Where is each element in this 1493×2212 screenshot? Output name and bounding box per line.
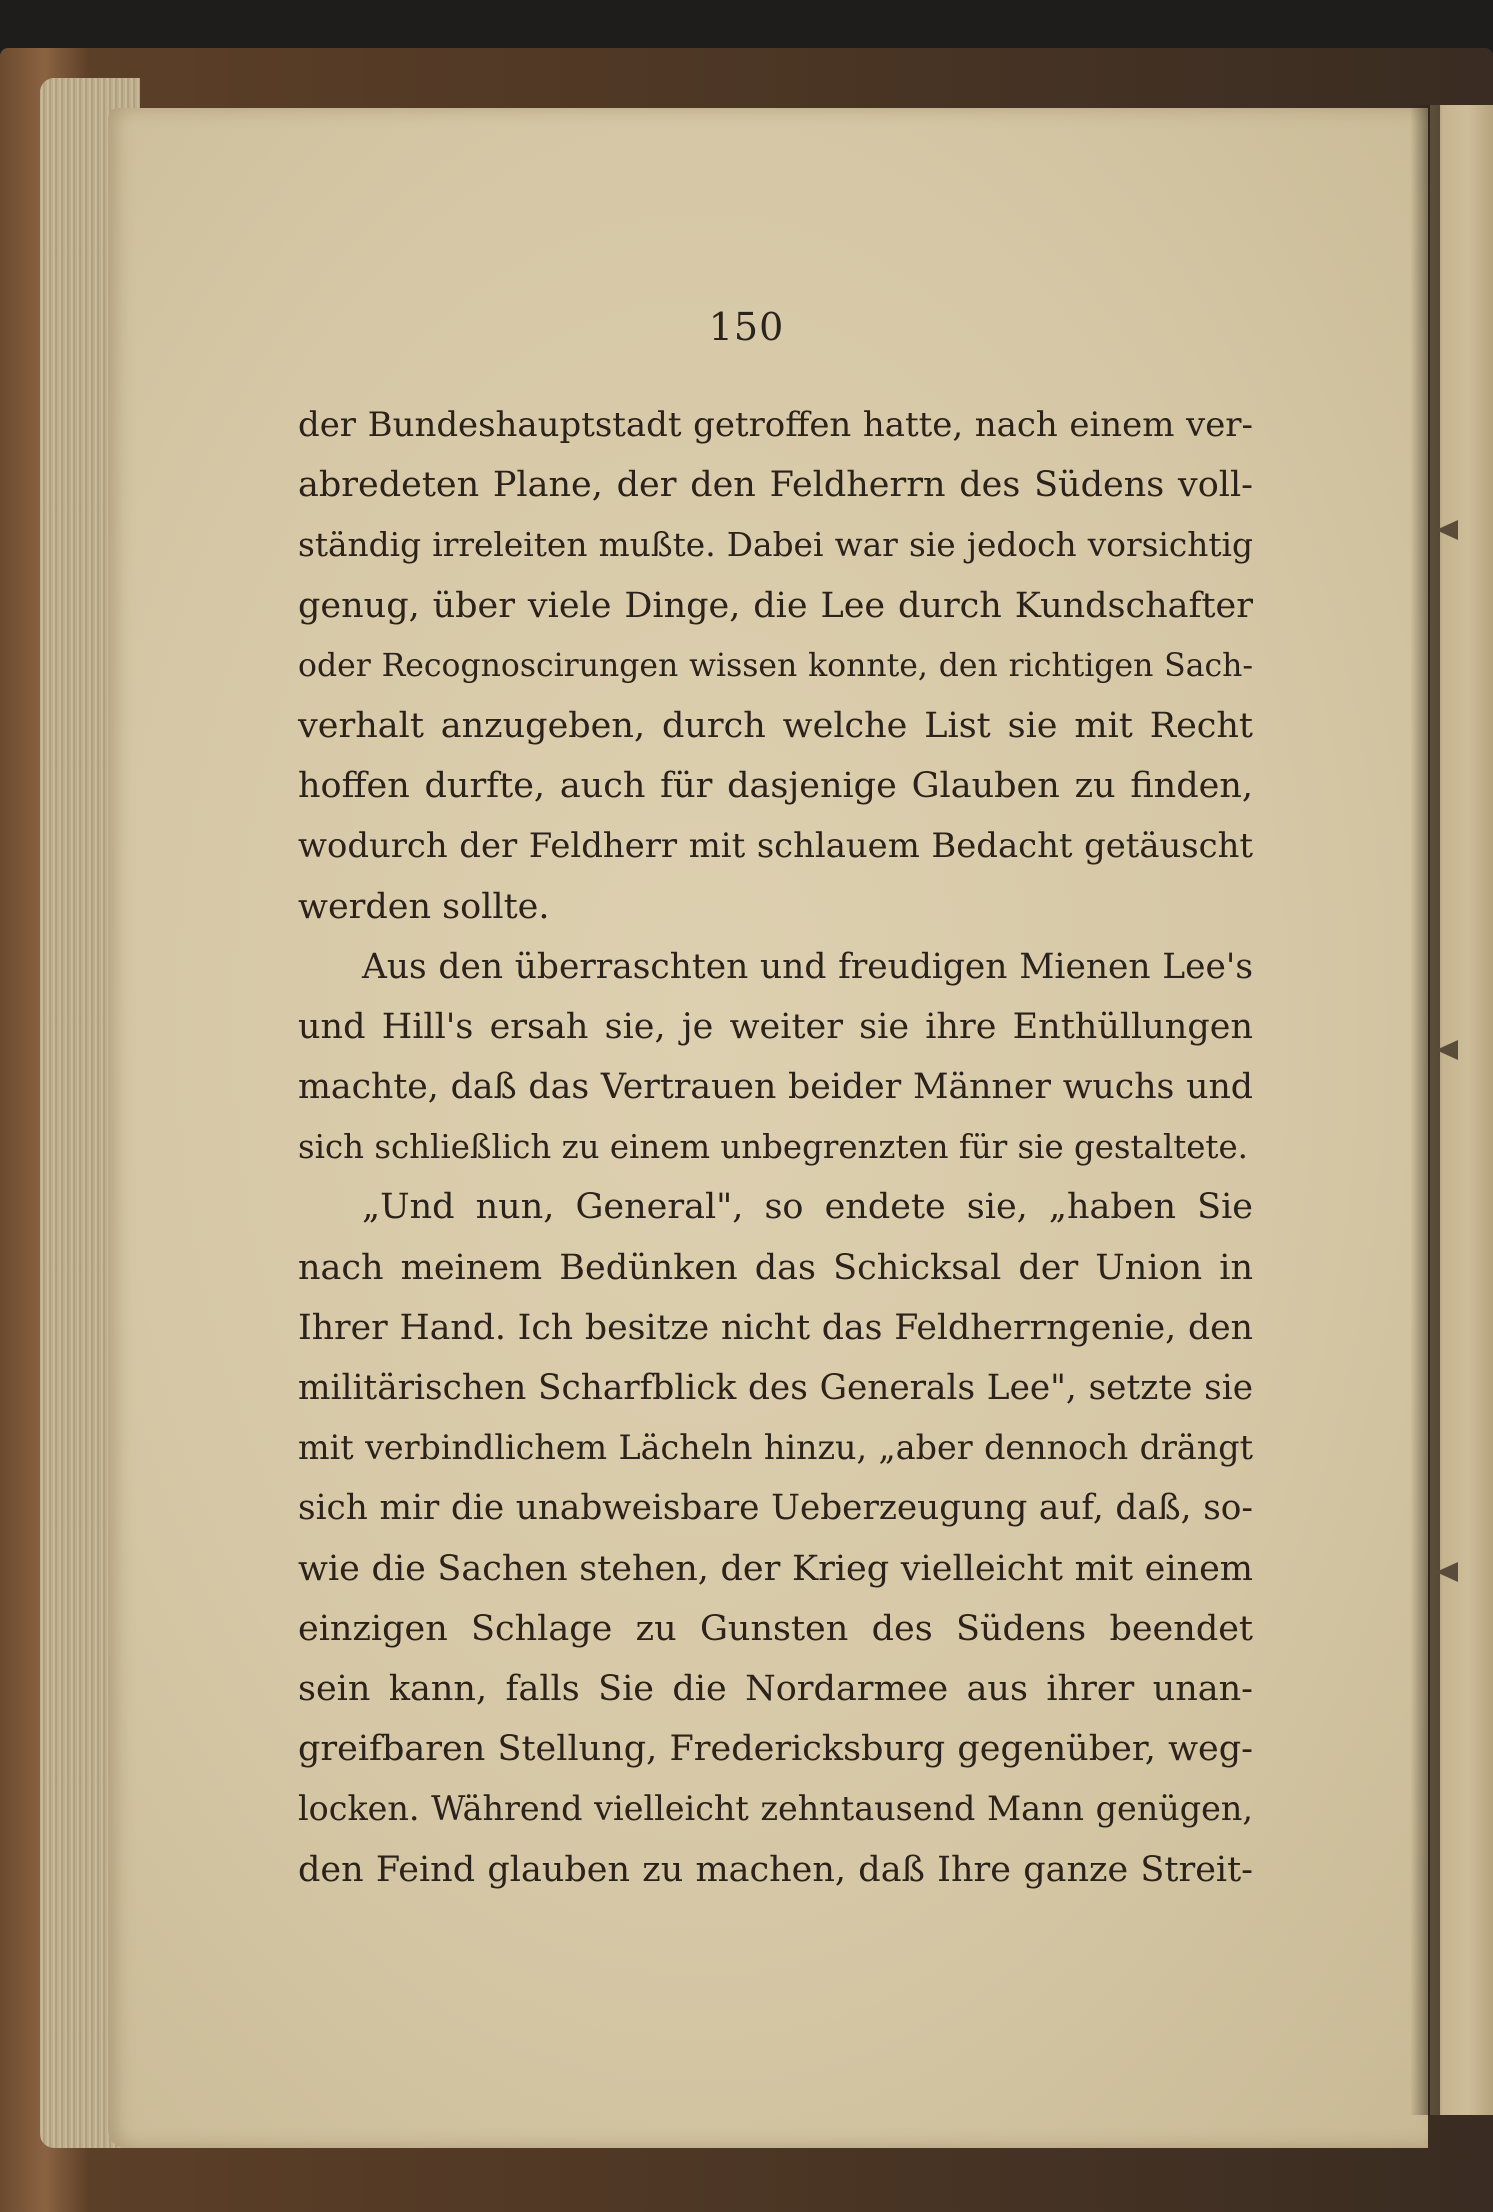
page-tab-mark	[1436, 1040, 1458, 1060]
text-line: sich schließlich zu einem unbegrenzten für sie gestaltete.	[298, 1128, 1248, 1167]
text-line: einzigen Schlage zu Gunsten des Südens beendet	[298, 1608, 1253, 1649]
page-gutter-shadow	[1410, 105, 1440, 2115]
text-line: den Feind glauben zu machen, daß Ihre ganze Streit-	[298, 1849, 1253, 1890]
text-line: und Hill's ersah sie, je weiter sie ihre Enthüllungen	[298, 1006, 1253, 1047]
text-line: oder Recognoscirungen wissen konnte, den richtigen Sach-	[298, 647, 1253, 684]
page-tab-mark	[1436, 520, 1458, 540]
text-line: Aus den überraschten und freudigen Mienen Lee's	[362, 946, 1253, 987]
text-line: werden sollte.	[298, 886, 550, 927]
page-number: 150	[708, 305, 785, 349]
text-line: machte, daß das Vertrauen beider Männer wuchs und	[298, 1067, 1253, 1108]
text-line: Ihrer Hand. Ich besitze nicht das Feldherrngenie, den	[298, 1307, 1253, 1348]
body-text	[298, 395, 1253, 1900]
text-line: sein kann, falls Sie die Nordarmee aus ihrer unan-	[298, 1668, 1253, 1709]
text-line: genug, über viele Dinge, die Lee durch Kundschafter	[298, 585, 1253, 626]
text-line: greifbaren Stellung, Fredericksburg gegenüber, weg-	[298, 1729, 1253, 1770]
text-line: ständig irreleiten mußte. Dabei war sie jedoch vorsichtig	[298, 526, 1253, 565]
text-line: nach meinem Bedünken das Schicksal der Union in	[298, 1247, 1253, 1288]
text-line: sich mir die unabweisbare Ueberzeugung auf, daß, so-	[298, 1488, 1253, 1529]
text-line: wodurch der Feldherr mit schlauem Bedacht getäuscht	[298, 826, 1253, 866]
text-line: hoffen durfte, auch für dasjenige Glauben zu finden,	[298, 766, 1253, 807]
text-line: militärischen Scharfblick des Generals Lee", setzte sie	[298, 1368, 1253, 1408]
text-line: „Und nun, General", so endete sie, „haben Sie	[362, 1187, 1253, 1228]
text-line: mit verbindlichem Lächeln hinzu, „aber dennoch drängt	[298, 1428, 1253, 1468]
text-line: der Bundeshauptstadt getroffen hatte, nach einem ver-	[298, 405, 1253, 445]
text-line: verhalt anzugeben, durch welche List sie mit Recht	[298, 705, 1253, 746]
text-line: locken. Während vielleicht zehntausend Mann genügen,	[298, 1789, 1253, 1829]
text-line: wie die Sachen stehen, der Krieg vielleicht mit einem	[298, 1548, 1253, 1589]
page-tab-mark	[1436, 1562, 1458, 1582]
text-line: abredeten Plane, der den Feldherrn des Südens voll-	[298, 465, 1253, 506]
